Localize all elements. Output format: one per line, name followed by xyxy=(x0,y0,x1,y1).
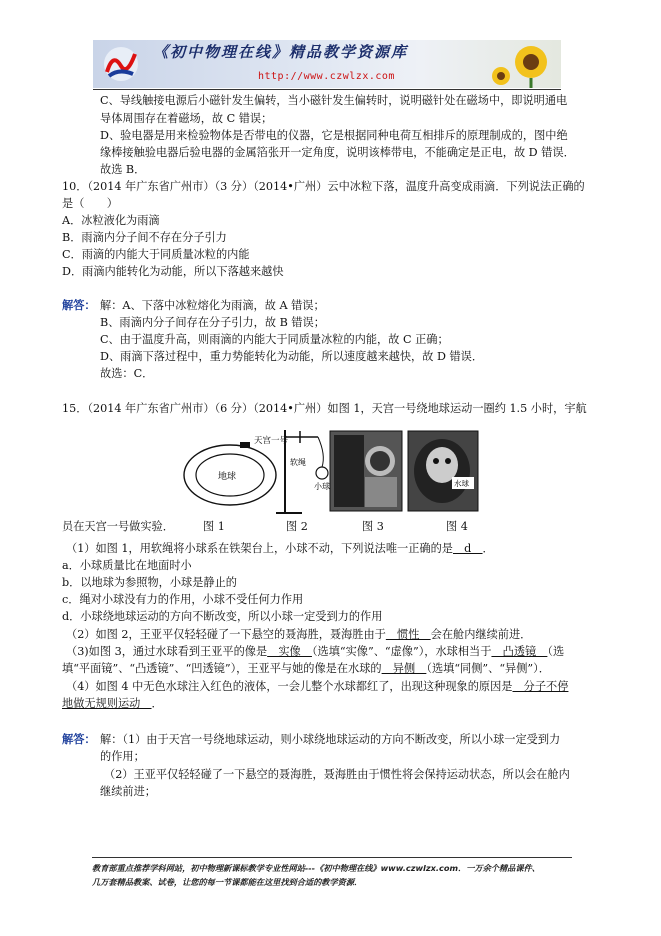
q15-part3-answer3: 异侧 xyxy=(381,662,427,675)
q10-option-a: A．冰粒液化为雨滴 xyxy=(62,214,160,227)
prev-answer-d: D、验电器是用来检验物体是否带电的仪器，它是根据同种电荷互相排斥的原理制成的，图中绝 xyxy=(100,129,568,142)
figure-3-caption: 图 3 xyxy=(362,520,384,533)
label-tiangong: 天宫一号 xyxy=(254,436,289,446)
q15-part4-cont: 地做无规则运动 ． xyxy=(62,697,163,710)
q15-opt-a: a．小球质量比在地面时小 xyxy=(62,559,192,572)
q10-stem-line2: 是（ ） xyxy=(62,197,118,210)
site-logo-icon xyxy=(101,44,141,84)
q10-answer-line2: B、雨滴内分子间存在分子引力，故 B 错误； xyxy=(100,316,325,329)
q15-part3-answer1: 实像 xyxy=(267,645,312,658)
q10-answer-line3: C、由于温度升高，则雨滴的内能大于同质量冰粒的内能，故 C 正确； xyxy=(100,333,449,346)
figure-1-caption: 图 1 xyxy=(203,520,225,533)
prev-answer-d2: 缘棒接触验电器后验电器的金属箔张开一定角度，说明该棒带电，不能确定是正电，故 D 错误． xyxy=(100,146,575,159)
figure-2-stand xyxy=(276,430,330,513)
q15-part4-answer1: 分子不停 xyxy=(512,680,569,693)
q15-opt-c: c．绳对小球没有力的作用，小球不受任何力作用 xyxy=(62,593,304,606)
q15-opt-b: b．以地球为参照物，小球是静止的 xyxy=(62,576,237,589)
q15-answer-2b: 继续前进； xyxy=(100,785,156,798)
page-footer xyxy=(92,861,572,889)
q15-part2: （2）如图 2，王亚平仅轻轻碰了一下悬空的聂海胜，聂海胜由于 惯性 会在舱内继续前进． xyxy=(66,628,532,641)
figure-3-photo xyxy=(330,431,402,511)
q15-part3-cont: 填“平面镜”、“凸透镜”、“凹透镜”），王亚平与她的像是在水球的 异侧 （选填“同侧”、“异侧”）． xyxy=(62,662,550,675)
q15-part3-answer2: 凸透镜 xyxy=(491,645,548,658)
figure-4-caption: 图 4 xyxy=(446,520,468,533)
figure-1-orbit xyxy=(184,435,289,505)
label-rope: 软绳 xyxy=(290,458,306,467)
q15-answer-label: 解答： xyxy=(62,732,96,746)
label-ball: 小球 xyxy=(314,482,330,491)
q15-answer-1b: 的作用； xyxy=(100,750,145,763)
q15-opt-d: d．小球绕地球运动的方向不断改变，所以小球一定受到力的作用 xyxy=(62,610,383,623)
banner-url[interactable]: http://www.czwlzx.com xyxy=(258,71,395,82)
q10-answer-label: 解答： xyxy=(62,298,96,312)
footer-line1: 教育部重点推荐学科网站，初中物理新课标教学专业性网站---《初中物理在线》www.czwlzx.com．一万余个精品课件、 xyxy=(92,863,540,873)
banner-title: 《初中物理在线》精品教学资源库 xyxy=(153,43,409,61)
label-water-ball: 水球 xyxy=(454,479,469,488)
q15-stem-line1: 15．（2014 年广东省广州市）（6 分）（2014•广州）如图 1，天宫一号绕地球运动一圈约 1.5 小时，宇航 xyxy=(62,402,587,415)
q15-part1-answer: d xyxy=(452,542,483,555)
q15-part4: （4）如图 4 中无色水球注入红色的液体，一会儿整个水球都红了，出现这种现象的原因是 分子不停 xyxy=(66,680,569,693)
q15-answer-2a: （2）王亚平仅轻轻碰了一下悬空的聂海胜，聂海胜由于惯性将会保持运动状态，所以会在舱内 xyxy=(104,768,570,781)
prev-answer-c: C、导线触接电源后小磁针发生偏转，当小磁针发生偏转时，说明磁针处在磁场中，即说明通电 xyxy=(100,94,568,107)
q10-answer-line1: 解：A、下落中冰粒熔化为雨滴，故 A 错误； xyxy=(100,299,325,312)
q10-stem-line1: 10．（2014 年广东省广州市）（3 分）（2014•广州）云中冰粒下落，温度升高变成雨滴．下列说法正确的 xyxy=(62,180,585,193)
footer-line2: 几万套精品教案、试卷，让您的每一节课都能在这里找到合适的教学资源． xyxy=(92,877,363,887)
q15-part4-answer2: 地做无规则运动 xyxy=(62,697,152,710)
q15-part1: （1）如图 1，用软绳将小球系在铁架台上，小球不动，下列说法唯一正确的是 d ． xyxy=(66,542,494,555)
q10-answer-line4: D、雨滴下落过程中，重力势能转化为动能，所以速度越来越快，故 D 错误． xyxy=(100,350,484,363)
header-rule xyxy=(93,89,561,90)
q10-option-c: C．雨滴的内能大于同质量冰粒的内能 xyxy=(62,248,250,261)
q15-stem-line2: 员在天宫一号做实验． xyxy=(62,520,174,533)
prev-answer-c2: 导体周围存在着磁场，故 C 错误； xyxy=(100,112,273,125)
q15-answer-1a: 解：（1）由于天宫一号绕地球运动，则小球绕地球运动的方向不断改变，所以小球一定受到力 xyxy=(100,733,561,746)
figure-4-photo xyxy=(408,431,478,511)
label-earth: 地球 xyxy=(218,472,237,482)
q10-answer-line5: 故选：C． xyxy=(100,367,154,380)
q15-part2-answer: 惯性 xyxy=(385,628,431,641)
q15-part3: （3)如图 3，通过水球看到王亚平的像是 实像 （选填“实像”、“虚像”），水球相当于 凸透镜 （选 xyxy=(66,645,565,658)
q10-option-d: D．雨滴内能转化为动能，所以下落越来越快 xyxy=(62,265,284,278)
footer-rule xyxy=(92,857,572,858)
q10-option-b: B．雨滴内分子间不存在分子引力 xyxy=(62,231,227,244)
prev-answer-choose: 故选 B． xyxy=(100,163,146,176)
q15-figures xyxy=(180,425,480,517)
figure-2-caption: 图 2 xyxy=(286,520,308,533)
header-banner xyxy=(93,40,561,88)
sunflower-icon xyxy=(487,42,557,88)
